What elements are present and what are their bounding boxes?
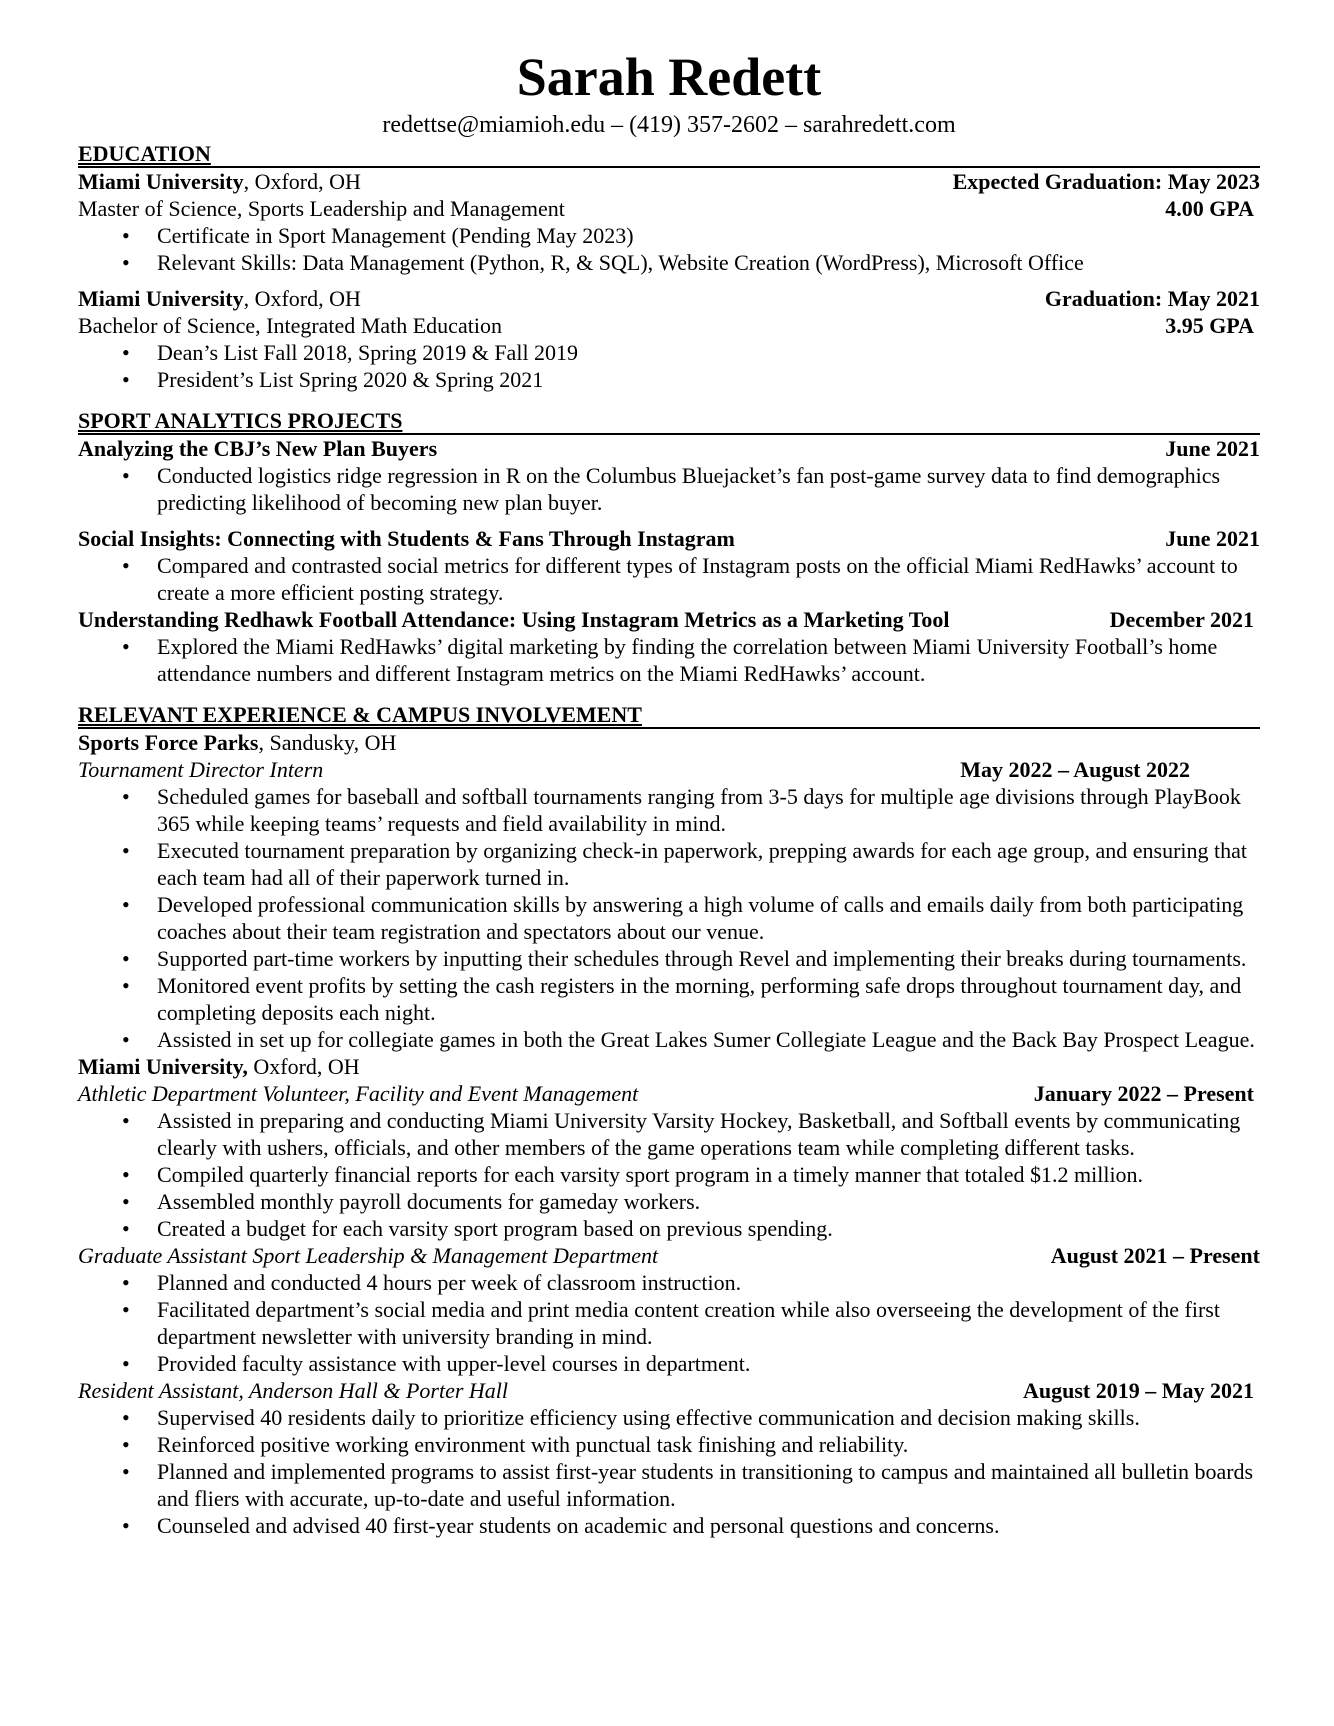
org-name: Miami University, [78,1054,248,1079]
projects-heading: SPORT ANALYTICS PROJECTS [78,409,1260,435]
role-title: Athletic Department Volunteer, Facility and Event Management [78,1081,639,1106]
school-location: , Oxford, OH [243,169,361,194]
education-heading: EDUCATION [78,142,1260,168]
list-item: • Certificate in Sport Management (Pending May 2023) [78,222,1260,249]
bullet-list [78,1404,1260,1539]
project-date: June 2021 [1165,526,1260,551]
school-location: , Oxford, OH [243,286,361,311]
list-item: • Executed tournament preparation by organizing check-in paperwork, prepping awards for each age group, and ensuring that each team had all of their paperwork turned in. [78,837,1260,891]
role-date: August 2021 – Present [1050,1243,1260,1268]
bullet-list [78,339,1260,393]
school-name: Miami University [78,286,244,311]
project-entry [78,435,1260,516]
experience-org [78,1053,1260,1539]
bullet-list [78,783,1260,1053]
contact-line: redettse@miamioh.edu – (419) 357-2602 – sarahredett.com [382,112,956,138]
list-item: • Dean’s List Fall 2018, Spring 2019 & Fall 2019 [78,339,1260,366]
role-title: Tournament Director Intern [78,757,324,782]
gpa: 3.95 GPA [1165,313,1254,338]
degree: Master of Science, Sports Leadership and Management [78,196,565,221]
list-item: • Relevant Skills: Data Management (Python, R, & SQL), Website Creation (WordPress), Microsoft Office [78,249,1260,276]
school-line [78,285,361,312]
list-item: • Assisted in set up for collegiate games in both the Great Lakes Sumer Collegiate League and the Back Bay Prospect League. [78,1026,1260,1053]
list-item: • Assembled monthly payroll documents for gameday workers. [78,1188,1260,1215]
list-item: • Conducted logistics ridge regression in R on the Columbus Bluejacket’s fan post-game survey data to find demographics predicting likelihood of becoming new plan buyer. [78,462,1260,516]
bullet-list [78,633,1260,687]
bullet-list [78,552,1260,606]
list-item: • Planned and implemented programs to assist first-year students in transitioning to campus and maintained all bulletin boards and fliers with accurate, up-to-date and useful information. [78,1458,1260,1512]
role-date: August 2019 – May 2021 [1022,1378,1254,1403]
list-item: • Counseled and advised 40 first-year students on academic and personal questions and concerns. [78,1512,1260,1539]
list-item: • Compiled quarterly financial reports for each varsity sport program in a timely manner that totaled $1.2 million. [78,1161,1260,1188]
experience-heading: RELEVANT EXPERIENCE & CAMPUS INVOLVEMENT [78,703,1260,729]
role-title: Resident Assistant, Anderson Hall & Porter Hall [78,1378,509,1403]
gpa: 4.00 GPA [1165,196,1254,221]
bullet-list [78,1269,1260,1377]
project-title: Analyzing the CBJ’s New Plan Buyers [78,436,438,461]
list-item: • Compared and contrasted social metrics for different types of Instagram posts on the official Miami RedHawks’ account to create a more efficient posting strategy. [78,552,1260,606]
list-item: • Provided faculty assistance with upper-level courses in department. [78,1350,1260,1377]
list-item: • President’s List Spring 2020 & Spring 2021 [78,366,1260,393]
project-title: Understanding Redhawk Football Attendance: Using Instagram Metrics as a Marketing Tool [78,607,950,632]
school-line [78,168,361,195]
education-entry [78,285,1260,393]
project-title: Social Insights: Connecting with Students & Fans Through Instagram [78,526,735,551]
list-item: • Explored the Miami RedHawks’ digital marketing by finding the correlation between Miami University Football’s home attendance numbers and different Instagram metrics on the Miami RedHawks’ account. [78,633,1260,687]
org-location: Oxford, OH [247,1054,360,1079]
list-item: • Monitored event profits by setting the cash registers in the morning, performing safe drops throughout tournament day, and completing deposits each night. [78,972,1260,1026]
experience-org [78,729,1260,1053]
list-item: • Reinforced positive working environment with punctual task finishing and reliability. [78,1431,1260,1458]
list-item: • Supported part-time workers by inputting their schedules through Revel and implementing their breaks during tournaments. [78,945,1260,972]
project-entry [78,606,1260,687]
bullet-list [78,462,1260,516]
project-date: June 2021 [1165,436,1260,461]
list-item: • Supervised 40 residents daily to prioritize efficiency using effective communication and decision making skills. [78,1404,1260,1431]
list-item: • Developed professional communication skills by answering a high volume of calls and emails daily from both participating coaches about their team registration and spectators about our venue. [78,891,1260,945]
graduation-date: Graduation: May 2021 [1044,286,1260,311]
org-line [78,1053,1260,1080]
project-date: December 2021 [1109,607,1254,632]
list-item: • Created a budget for each varsity sport program based on previous spending. [78,1215,1260,1242]
list-item: • Assisted in preparing and conducting Miami University Varsity Hockey, Basketball, and Softball events by communicating clearly with ushers, officials, and other members of the game operations team while completing different tasks. [78,1107,1260,1161]
role-date: January 2022 – Present [1033,1081,1254,1106]
resume-page [78,44,1260,1539]
org-name: Sports Force Parks [78,730,259,755]
list-item: • Planned and conducted 4 hours per week of classroom instruction. [78,1269,1260,1296]
org-location: , Sandusky, OH [258,730,397,755]
school-name: Miami University [78,169,244,194]
list-item: • Scheduled games for baseball and softball tournaments ranging from 3-5 days for multiple age divisions through PlayBook 365 while keeping teams’ requests and field availability in mind. [78,783,1260,837]
list-item: • Facilitated department’s social media and print media content creation while also overseeing the development of the first department newsletter with university branding in mind. [78,1296,1260,1350]
project-entry [78,525,1260,606]
bullet-list [78,222,1260,276]
role-title: Graduate Assistant Sport Leadership & Management Department [78,1243,659,1268]
role-date: May 2022 – August 2022 [960,757,1190,782]
degree: Bachelor of Science, Integrated Math Education [78,313,502,338]
bullet-list [78,1107,1260,1242]
graduation-date: Expected Graduation: May 2023 [952,169,1260,194]
org-line [78,729,1260,756]
candidate-name: Sarah Redett [516,47,822,107]
education-entry [78,168,1260,276]
